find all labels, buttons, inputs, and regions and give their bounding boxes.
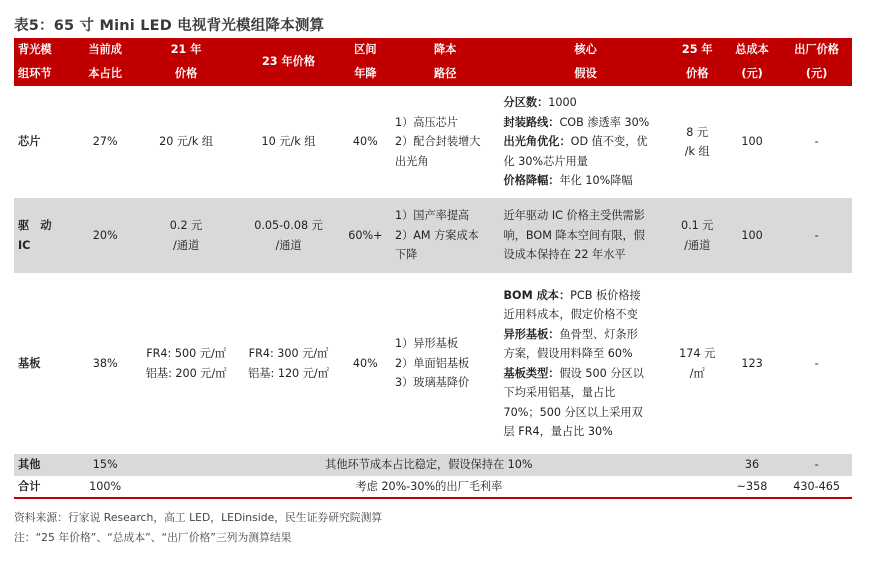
assumption-line: BOM 成本：PCB 板价格接 — [503, 288, 641, 302]
p23-line: 铝基: 120 元/㎡ — [248, 366, 329, 380]
cell-rate: 40% — [352, 135, 378, 149]
assumption-line: 封装路线：COB 渗透率 30% — [503, 115, 650, 129]
cell-rate: 40% — [352, 356, 378, 370]
p21-line: /通道 — [173, 238, 200, 252]
assumption-line: 70%；500 分区以上采用双 — [503, 405, 643, 419]
assumption-line: 设成本保持在 22 年水平 — [503, 248, 626, 262]
p25-line: /通道 — [684, 238, 711, 252]
path-line: 2）AM 方案成本 — [394, 228, 479, 242]
cell-p21 — [135, 198, 237, 273]
cell-total: 100 — [723, 198, 781, 273]
assumption-line: 响，BOM 降本空间有限，假 — [503, 228, 645, 242]
header-price-25-2: 价格 — [672, 62, 723, 86]
path-line: 3）玻璃基降价 — [394, 376, 470, 390]
header-share: 当前成 — [75, 38, 134, 62]
p21-line: FR4: 500 元/㎡ — [146, 347, 226, 360]
cell-name: 合计 — [14, 476, 75, 498]
source-note: 资料来源：行家说 Research，高工 LED，LEDinside，民生证券研究院测算 — [14, 511, 383, 524]
cell-p25 — [672, 198, 723, 273]
header-assumption-2: 假设 — [500, 62, 672, 86]
header-price-21-2: 价格 — [135, 62, 237, 86]
cell-rate: 60%+ — [340, 198, 391, 273]
cell-total: ~358 — [723, 476, 781, 498]
cell-note: 考虑 20%-30%的出厂毛利率 — [135, 476, 723, 498]
assumption-line: 近年驱动 IC 价格主受供需影 — [503, 209, 645, 223]
cell-p21: 20 元/k 组 — [159, 135, 214, 149]
cell-share: 15% — [75, 454, 134, 476]
assumption-line: 价格降幅：年化 10%降幅 — [503, 174, 633, 188]
header-factory-2: (元) — [781, 62, 852, 86]
table-row-substrate — [14, 273, 852, 454]
cell-p23 — [237, 273, 339, 454]
p23-line: FR4: 300 元/㎡ — [248, 347, 329, 360]
header-row-2 — [14, 62, 852, 86]
assumption-line: 层 FR4，量占比 30% — [503, 425, 613, 438]
cell-factory: 430-465 — [781, 476, 852, 498]
cell-path — [391, 198, 500, 273]
assumption-line: 下均采用铝基，量占比 — [503, 386, 616, 399]
cell-share: 20% — [75, 198, 134, 273]
cell-p21 — [135, 273, 237, 454]
name-line: IC — [18, 238, 31, 252]
table-row-other — [14, 454, 852, 476]
assumption-line: 化 30%芯片用量 — [503, 154, 588, 168]
cell-name: 基板 — [18, 356, 41, 370]
header-row-1 — [14, 38, 852, 62]
assumption-line: 近用料成本，假定价格不变 — [503, 308, 638, 321]
assumption-line: 基板类型：假设 500 分区以 — [503, 366, 644, 380]
cell-path — [391, 273, 500, 454]
header-price-23: 23 年价格 — [237, 38, 339, 86]
header-share-2: 本占比 — [75, 62, 134, 86]
path-line: 1）高压芯片 — [394, 115, 459, 129]
assumption-line: 方案，假设用料降至 60% — [503, 347, 633, 360]
header-segment: 背光模 — [14, 38, 75, 62]
table-row-driver-ic — [14, 198, 852, 273]
cell-total: 100 — [741, 135, 763, 149]
cell-factory: - — [781, 198, 852, 273]
path-line: 下降 — [394, 248, 418, 262]
p25-line: 174 元 — [679, 347, 716, 360]
header-rate: 区间 — [340, 38, 391, 62]
cost-table — [14, 38, 852, 499]
cell-p23 — [237, 198, 339, 273]
cell-total: 36 — [723, 454, 781, 476]
table-row-total — [14, 476, 852, 498]
p21-line: 铝基: 200 元/㎡ — [145, 366, 227, 380]
cell-factory: - — [814, 356, 819, 370]
cell-name: 其他 — [14, 454, 75, 476]
path-line: 2）单面铝基板 — [394, 356, 470, 370]
cell-p25 — [672, 86, 723, 198]
header-rate-2: 年降 — [340, 62, 391, 86]
cell-p25 — [672, 273, 723, 454]
name-line: 驱 动 — [18, 219, 52, 232]
path-line: 1）国产率提高 — [394, 209, 470, 223]
table-title: 表5：65 寸 Mini LED 电视背光模组降本测算 — [14, 18, 325, 34]
assumption-line: 异形基板：鱼骨型、灯条形 — [503, 327, 638, 341]
cell-share: 100% — [75, 476, 134, 498]
cell-name — [14, 198, 75, 273]
p25-line: /k 组 — [684, 145, 710, 158]
assumption-line: 出光角优化：OD 值不变，优 — [503, 135, 648, 149]
header-segment-2: 组环节 — [14, 62, 75, 86]
cell-assumption — [500, 86, 672, 198]
path-line: 出光角 — [394, 154, 429, 168]
cell-assumption — [500, 273, 672, 454]
cell-assumption — [500, 198, 672, 273]
header-price-21: 21 年 — [135, 38, 237, 62]
cell-total: 123 — [741, 356, 763, 370]
path-line: 1）异形基板 — [394, 337, 459, 351]
p23-line: 0.05-0.08 元 — [254, 219, 323, 232]
header-factory: 出厂价格 — [781, 38, 852, 62]
p23-line: /通道 — [275, 238, 302, 252]
header-path: 降本 — [391, 38, 500, 62]
footnote: 注：“25 年价格”、“总成本”、“出厂价格”三列为测算结果 — [14, 531, 292, 544]
cell-note: 其他环节成本占比稳定，假设保持在 10% — [135, 454, 723, 476]
header-assumption: 核心 — [500, 38, 672, 62]
header-price-25: 25 年 — [672, 38, 723, 62]
header-path-2: 路径 — [391, 62, 500, 86]
table-row-chip — [14, 86, 852, 198]
cell-factory: - — [781, 454, 852, 476]
cell-p23: 10 元/k 组 — [261, 135, 316, 149]
header-total: 总成本 — [723, 38, 781, 62]
p21-line: 0.2 元 — [169, 219, 203, 232]
p25-line: 8 元 — [686, 125, 709, 139]
cell-share: 38% — [92, 356, 118, 370]
cell-path — [391, 86, 500, 198]
cell-share: 27% — [92, 135, 118, 149]
p25-line: /㎡ — [689, 366, 705, 380]
assumption-line: 分区数：1000 — [503, 96, 577, 110]
header-total-2: (元) — [723, 62, 781, 86]
path-line: 2）配合封装增大 — [394, 135, 481, 149]
cell-name: 芯片 — [18, 135, 41, 149]
p25-line: 0.1 元 — [680, 219, 714, 232]
cell-factory: - — [814, 135, 819, 149]
